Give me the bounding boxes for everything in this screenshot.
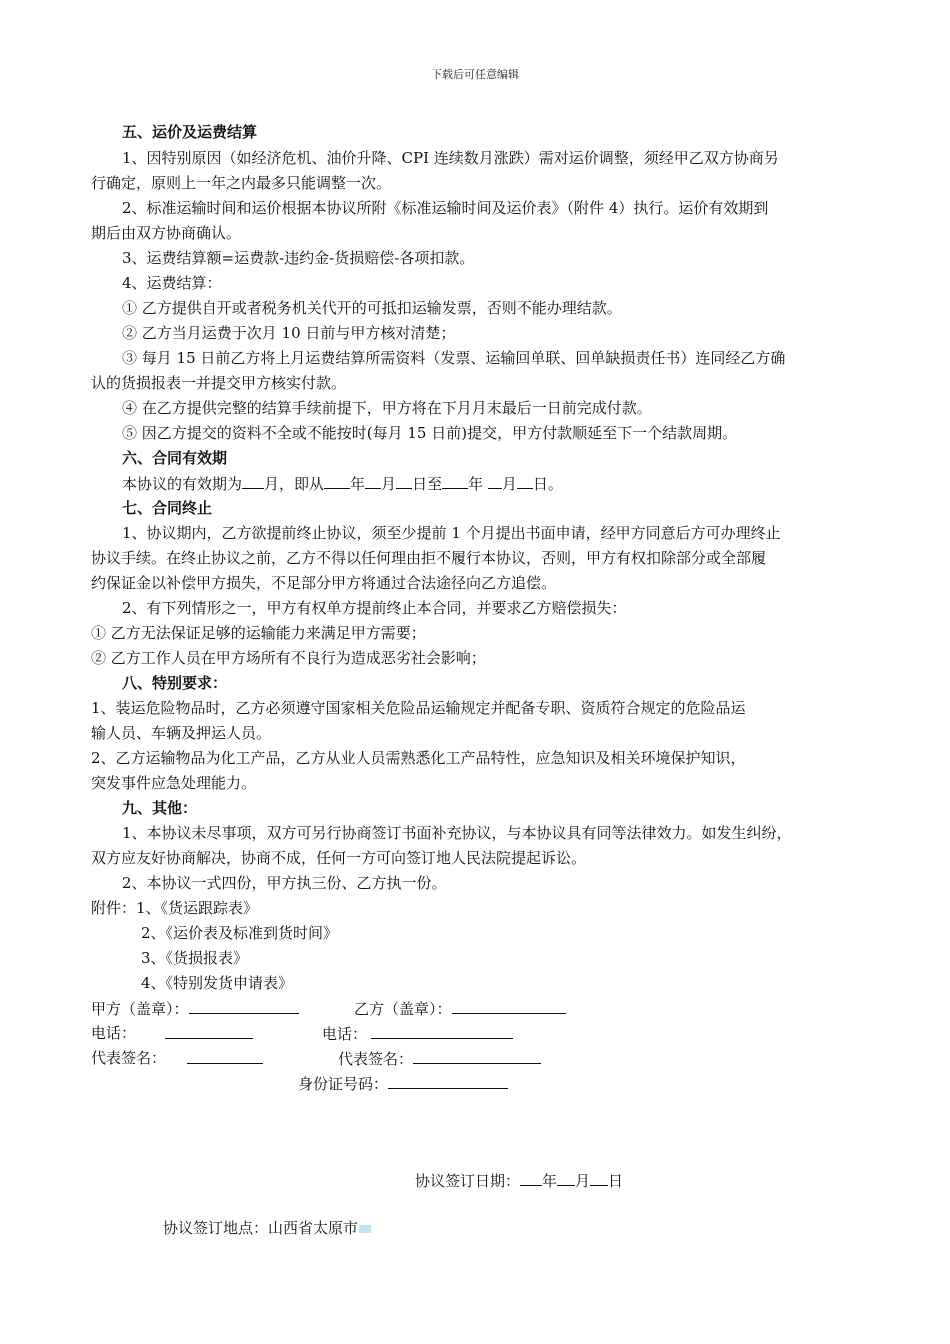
phone-b	[322, 1023, 513, 1044]
section5-p1a: 1、因特别原因（如经济危机、油价升降、CPI 连续数月涨跌）需对运价调整，须经甲乙双方协商另	[122, 149, 779, 167]
section5-title: 五、运价及运费结算	[122, 123, 258, 141]
year-label: 年	[542, 1172, 558, 1190]
phone-a-label: 电话：	[91, 1024, 137, 1042]
month-label: 月	[575, 1172, 591, 1190]
section5-p3: 3、运费结算额=运费款-违约金-货损赔偿-各项扣款。	[122, 249, 475, 267]
signing-place-label: 协议签订地点：	[163, 1219, 269, 1237]
validity-text: 日。	[532, 475, 563, 493]
section7-item1: ① 乙方无法保证足够的运输能力来满足甲方需要；	[91, 624, 426, 642]
section7-p1a: 1、协议期内，乙方欲提前终止协议，须至少提前 1 个月提出书面申请，经甲方同意后方可办理终止	[122, 524, 781, 542]
section7-p1b: 协议手续。在终止协议之前，乙方不得以任何理由拒不履行本协议，否则，甲方有权扣除部分或全部履	[91, 549, 767, 567]
section7-item2: ② 乙方工作人员在甲方场所有不良行为造成恶劣社会影响；	[91, 649, 486, 667]
rep-b-label: 代表签名：	[338, 1050, 414, 1068]
month-blank[interactable]	[557, 1170, 575, 1186]
section9-p2: 2、本协议一式四份，甲方执三份、乙方执一份。	[122, 874, 447, 892]
blank[interactable]	[442, 473, 468, 489]
section6-title: 六、合同有效期	[122, 449, 228, 467]
phone-b-field[interactable]	[371, 1023, 513, 1039]
section9-p1a: 1、本协议未尽事项，双方可另行协商签订书面补充协议，与本协议具有同等法律效力。如发生纠纷，	[122, 824, 792, 842]
signing-date	[415, 1170, 623, 1191]
rep-b-field[interactable]	[413, 1048, 541, 1064]
header-note: 下载后可任意编辑	[431, 68, 519, 81]
rep-b	[338, 1048, 541, 1069]
year-blank[interactable]	[520, 1170, 542, 1186]
validity-text: 月，即从	[264, 475, 325, 493]
rep-a-field[interactable]	[187, 1048, 263, 1069]
attachment-4: 4、《特别发货申请表》	[141, 974, 294, 992]
section5-p2a: 2、标准运输时间和运价根据本协议所附《标准运输时间及运价表》（附件 4）执行。运价有效期到	[122, 199, 769, 217]
text-cursor-highlight	[359, 1225, 371, 1233]
section5-item1: ① 乙方提供自开或者税务机关代开的可抵扣运输发票，否则不能办理结款。	[122, 299, 622, 317]
attachment-3: 3、《货损报表》	[141, 949, 249, 967]
section9-title: 九、其他：	[122, 799, 198, 817]
id-number-field[interactable]	[388, 1073, 508, 1089]
attachment-2: 2、《运价表及标准到货时间》	[141, 924, 339, 942]
day-blank[interactable]	[590, 1170, 608, 1186]
party-a-seal-field[interactable]	[189, 998, 299, 1014]
day-label: 日	[608, 1172, 624, 1190]
validity-line	[122, 473, 563, 494]
validity-text: 年	[350, 475, 366, 493]
blank[interactable]	[396, 473, 412, 489]
section8-p1b: 输人员、车辆及押运人员。	[91, 724, 272, 742]
section5-p2b: 期后由双方协商确认。	[91, 224, 242, 242]
section8-p2b: 突发事件应急处理能力。	[91, 774, 257, 792]
party-a-label: 甲方（盖章）：	[91, 1000, 189, 1018]
party-b-seal	[354, 998, 566, 1019]
phone-b-label: 电话：	[322, 1025, 368, 1043]
blank[interactable]	[365, 473, 381, 489]
section5-item5: ⑤ 因乙方提交的资料不全或不能按时(每月 15 日前)提交，甲方付款顺延至下一个结款周期。	[122, 424, 738, 442]
validity-text: 本协议的有效期为	[122, 475, 243, 493]
id-number	[298, 1073, 508, 1094]
validity-text: 月	[381, 475, 397, 493]
blank[interactable]	[517, 473, 533, 489]
blank[interactable]	[242, 473, 264, 489]
section8-title: 八、特别要求：	[122, 674, 228, 692]
blank[interactable]	[488, 473, 502, 489]
section5-item4: ④ 在乙方提供完整的结算手续前提下，甲方将在下月月末最后一日前完成付款。	[122, 399, 652, 417]
signing-place-value: 山西省太原市	[268, 1219, 359, 1237]
section8-p1a: 1、装运危险物品时，乙方必须遵守国家相关危险品运输规定并配备专职、资质符合规定的危险品运	[91, 699, 746, 717]
section7-title: 七、合同终止	[122, 499, 213, 517]
party-b-seal-field[interactable]	[452, 998, 566, 1014]
section7-p1c: 约保证金以补偿甲方损失，不足部分甲方将通过合法途径向乙方追偿。	[91, 574, 557, 592]
id-number-label: 身份证号码：	[298, 1075, 389, 1093]
section5-item2: ② 乙方当月运费于次月 10 日前与甲方核对清楚；	[122, 324, 456, 342]
party-b-label: 乙方（盖章）：	[354, 1000, 452, 1018]
blank[interactable]	[324, 473, 350, 489]
section5-item3b: 认的货损报表一并提交甲方核实付款。	[91, 374, 347, 392]
rep-a-label: 代表签名：	[91, 1049, 167, 1067]
validity-text: 月	[501, 475, 517, 493]
section5-p4: 4、运费结算：	[122, 274, 222, 292]
party-a-seal	[91, 998, 299, 1019]
validity-text: 日至	[412, 475, 443, 493]
phone-a-field[interactable]	[165, 1023, 253, 1044]
attachment-1: 附件：1、《货运跟踪表》	[91, 899, 259, 917]
signing-place	[163, 1218, 371, 1238]
section5-p1b: 行确定，原则上一年之内最多只能调整一次。	[91, 174, 392, 192]
section8-p2a: 2、乙方运输物品为化工产品，乙方从业人员需熟悉化工产品特性，应急知识及相关环境保护知识，	[91, 749, 746, 767]
section5-item3a: ③ 每月 15 日前乙方将上月运费结算所需资料（发票、运输回单联、回单缺损责任书）连同经乙方确	[122, 349, 786, 367]
validity-text: 年	[468, 475, 484, 493]
section7-p2: 2、有下列情形之一，甲方有权单方提前终止本合同，并要求乙方赔偿损失：	[122, 599, 627, 617]
signing-date-label: 协议签订日期：	[415, 1172, 521, 1190]
section9-p1b: 双方应友好协商解决，协商不成，任何一方可向签订地人民法院提起诉讼。	[91, 849, 587, 867]
